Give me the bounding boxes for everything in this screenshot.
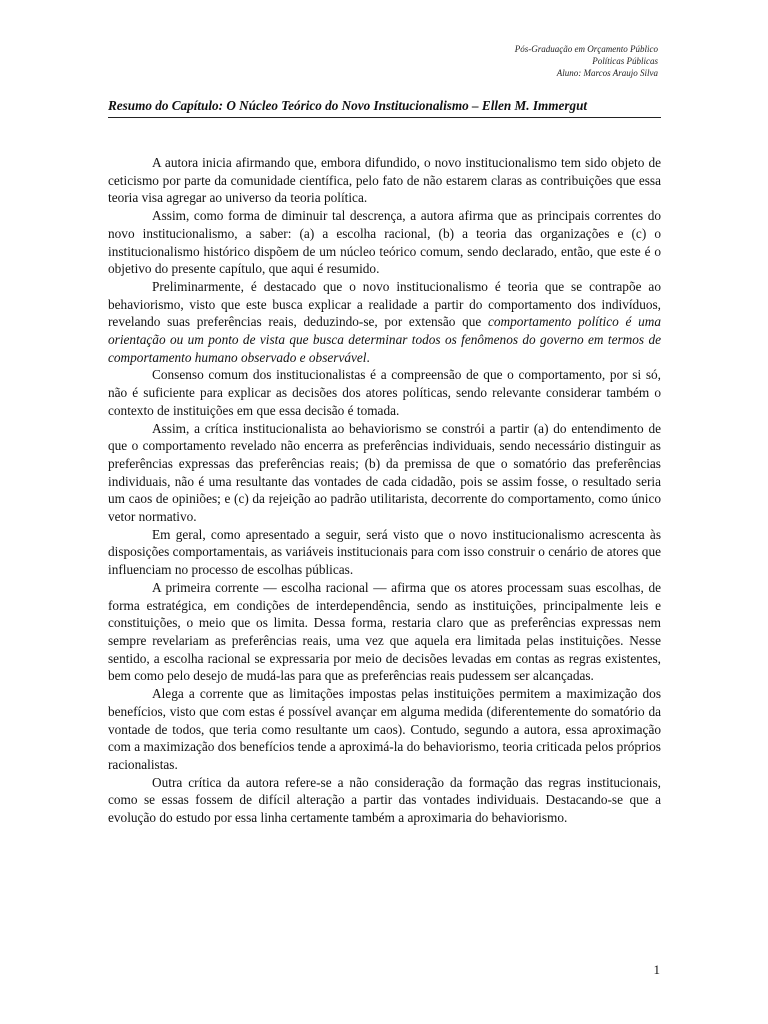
paragraph-3-text: Preliminarmente, é destacado que o novo institucionalismo é teoria que se contrapõe ao behaviorismo, visto que este busca explicar a realidade a partir do comportamento dos indivíduos, revelando suas preferências reais, deduzindo-se, por extensão que <box>108 278 661 330</box>
paragraph-3-end: . <box>366 349 370 365</box>
paragraph-9: Outra crítica da autora refere-se a não consideração da formação das regras institucionais, como se essas fossem de difícil alteração a partir das vontades individuais. Destacando-se que a evolução do estudo por essa linha certamente também a aproximaria do behaviorismo. <box>108 774 661 826</box>
paragraph-2: Assim, como forma de diminuir tal descrença, a autora afirma que as principais correntes do novo institucionalismo, a saber: (a) a escolha racional, (b) a teoria das organizações e (c) o institucionalismo histórico dispõem de um núcleo teórico comum, sendo declarado, então, que este é o objetivo do presente capítulo, que aqui é resumido. <box>108 208 661 277</box>
page-number: 1 <box>653 962 660 977</box>
paragraph-5: Assim, a crítica institucionalista ao behaviorismo se constrói a partir (a) do entendimento de que o comportamento revelado não encerra as preferências individuais, sendo necessário distinguir as preferências expressas das preferências reais; (b) da premissa de que o somatório das preferências individuais, não é uma resultante das vontades de cada cidadão, pois se assim fosse, o resultado seria um caos de opiniões; e (c) da rejeição ao padrão utilitarista, decorrente do comportamento, como único vetor normativo. <box>108 420 661 525</box>
document-body <box>108 154 661 827</box>
paragraph-7: A primeira corrente — escolha racional — afirma que os atores processam suas escolhas, de forma estratégica, em condições de interdependência, sendo as instituições, principalmente leis e constituições, o meio que os limita. Dessa forma, restaria claro que as preferências expressas nem sempre revelariam as preferências reais, uma vez que aquela era limitada pelas instituições. Nesse sentido, a escolha racional se expressaria por meio de decisões levadas em contas as regras existentes, bem como pelo desejo de mudá-las para que as preferências reais pudessem ser alcançadas. <box>108 579 661 684</box>
paragraph-3-quote: comportamento político é uma orientação ou um ponto de vista que busca determinar todos os fenômenos do governo em termos de comportamento humano observado e observável <box>108 314 661 365</box>
paragraph-1: A autora inicia afirmando que, embora difundido, o novo institucionalismo tem sido objeto de ceticismo por parte da comunidade científica, pelo fato de não estarem claras as contribuições que essa teoria visa agregar ao universo da teoria política. <box>108 155 661 206</box>
paragraph-3 <box>108 278 661 367</box>
header-subject: Políticas Públicas <box>592 56 658 66</box>
page-header <box>515 43 658 79</box>
paragraph-8: Alega a corrente que as limitações impostas pelas instituições permitem a maximização dos benefícios, visto que com estas é possível avançar em alguma medida (diferentemente do somatório da vontade de todos, que teria como resultante um caos). Contudo, segundo a autora, essa aproximação com a maximização dos benefícios tende a aproximá-la do behaviorismo, teoria criticada pelos próprios racionalistas. <box>108 686 661 772</box>
paragraph-4: Consenso comum dos institucionalistas é a compreensão de que o comportamento, por si só, não é suficiente para explicar as decisões dos atores políticas, sendo relevante considerar também o contexto de instituições em que essa decisão é tomada. <box>108 367 661 418</box>
header-student: Aluno: Marcos Araujo Silva <box>556 68 658 78</box>
header-course: Pós-Graduação em Orçamento Público <box>514 44 658 54</box>
paragraph-6: Em geral, como apresentado a seguir, será visto que o novo institucionalismo acrescenta às disposições comportamentais, as variáveis institucionais para com isso construir o cenário de atores que influenciam no processo de escolhas públicas. <box>108 526 661 578</box>
document-title: Resumo do Capítulo: O Núcleo Teórico do Novo Institucionalismo – Ellen M. Immergut <box>108 98 661 118</box>
